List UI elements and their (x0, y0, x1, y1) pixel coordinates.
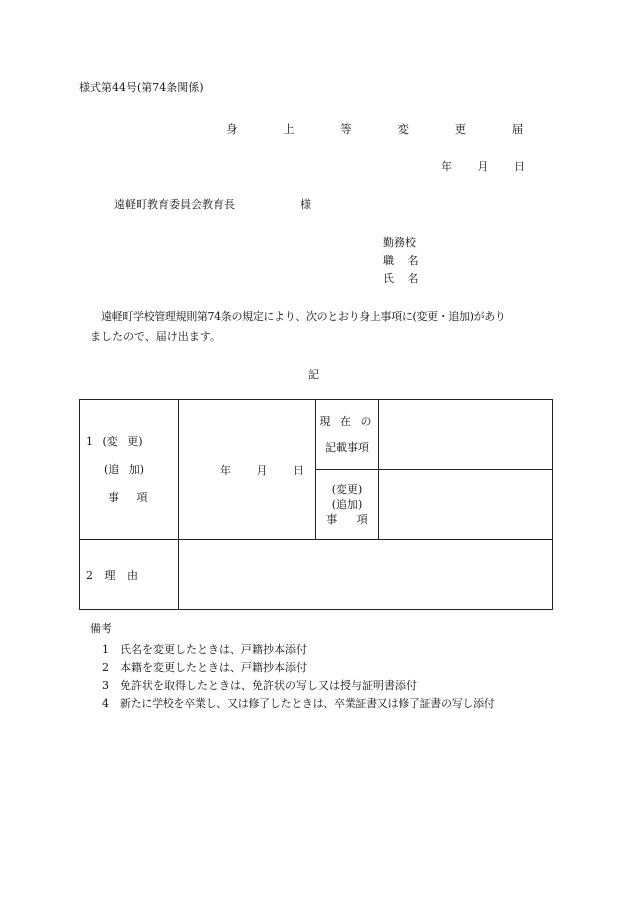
date-cell-text: 年 月 日 (220, 463, 304, 477)
note-text: 氏名を変更したときは、戸籍抄本添付 (120, 643, 307, 656)
date-cell[interactable] (179, 400, 316, 540)
change-value-cell[interactable] (379, 470, 553, 540)
current-label-cell (316, 400, 379, 470)
note-text: 免許状を取得したときは、免許状の写し又は授与証明書添付 (120, 679, 417, 692)
note-number: 3 (102, 679, 109, 692)
note-item (102, 641, 307, 657)
change-label-c: 事 項 (326, 513, 368, 526)
form-number: 様式第44号(第74条関係) (79, 81, 204, 94)
note-text: 新たに学校を卒業し、又は修了したときは、卒業証書又は修了証書の写し添付 (120, 697, 495, 710)
note-item (102, 659, 307, 675)
item-label-cell (80, 400, 179, 540)
change-label-cell (316, 470, 379, 540)
name-label: 氏 名 (383, 272, 419, 285)
item-label-matter: 事 項 (108, 490, 148, 504)
item-label-add: (追 加) (104, 462, 145, 476)
date-line: 年 月 日 (441, 160, 525, 173)
note-item (102, 695, 495, 711)
body-line-1: 遠軽町学校管理規則第74条の規定により、次のとおり身上事項に(変更・追加)があり (101, 310, 506, 323)
workplace-label: 勤務校 (383, 236, 416, 249)
current-label-a: 現 在 の (319, 414, 375, 428)
addressee: 遠軽町教育委員会教育長 (114, 198, 235, 211)
notes-heading: 備考 (90, 622, 112, 635)
change-label-b: (追加) (331, 498, 363, 511)
position-label: 職 名 (383, 254, 419, 267)
notification-table (79, 399, 553, 610)
current-label-b: 記載事項 (325, 440, 369, 454)
honorific: 様 (300, 198, 311, 211)
reason-label-cell (80, 540, 179, 610)
body-line-2: ましたので、届け出ます。 (90, 330, 221, 343)
note-number: 2 (102, 661, 109, 674)
change-label-a: (変更) (331, 483, 363, 496)
note-text: 本籍を変更したときは、戸籍抄本添付 (120, 661, 307, 674)
ki-marker: 記 (308, 368, 319, 381)
reason-value-cell[interactable] (179, 540, 553, 610)
note-number: 4 (102, 697, 109, 710)
page-title: 身 上 等 変 更 届 (226, 122, 545, 136)
note-item (102, 677, 417, 693)
current-value-cell[interactable] (379, 400, 553, 470)
note-number: 1 (102, 643, 109, 656)
reason-label: 2 理 由 (86, 568, 138, 582)
item-label-change: 1 (変 更) (86, 434, 143, 448)
